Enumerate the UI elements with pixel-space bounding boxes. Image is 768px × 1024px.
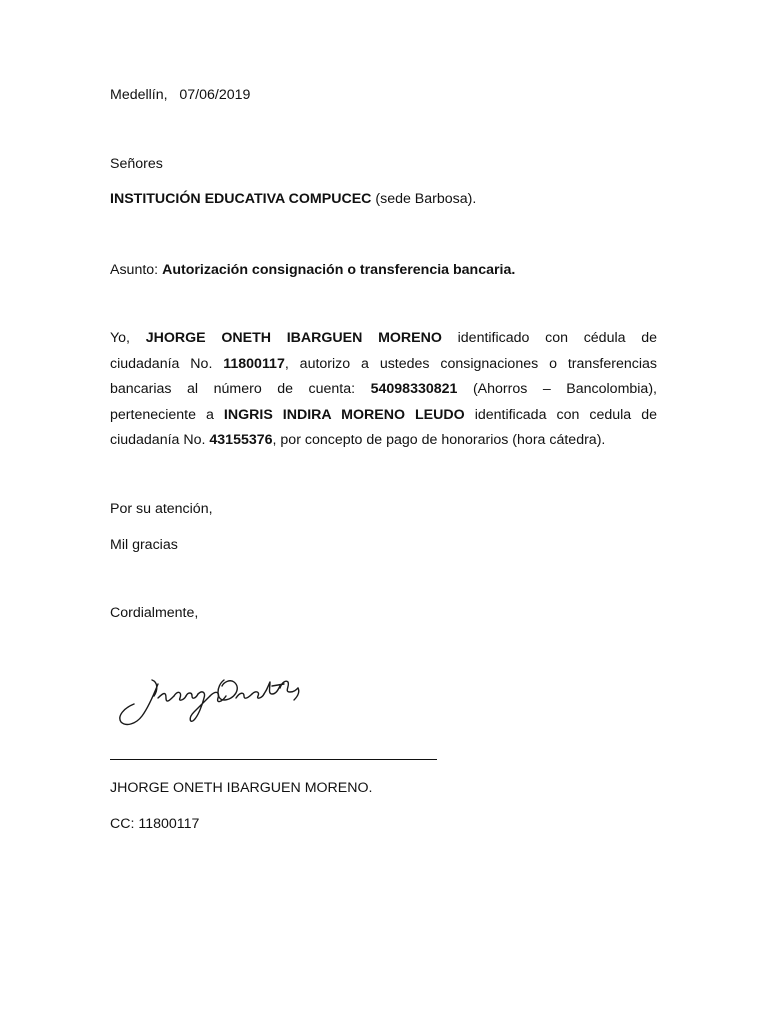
text-identified: identificado con cédula de	[457, 330, 657, 346]
paragraph-row	[110, 352, 657, 378]
date: 07/06/2019	[179, 87, 251, 103]
institution-branch: (sede Barbosa).	[375, 191, 477, 207]
signature-line	[110, 759, 437, 760]
institution-name: INSTITUCIÓN EDUCATIVA COMPUCEC	[110, 191, 372, 207]
closing-thanks: Mil gracias	[110, 537, 178, 553]
text-yo: Yo,	[110, 330, 130, 346]
text-account-type: (Ahorros – Bancolombia),	[472, 381, 657, 397]
text-authorize: , autorizo a ustedes consignaciones o transferencias	[284, 355, 657, 372]
signer-name: JHORGE ONETH IBARGUEN MORENO.	[110, 780, 373, 796]
text-account-label: bancarias al número de cuenta:	[110, 381, 356, 397]
text-belonging: perteneciente a	[110, 406, 214, 423]
paragraph-row	[110, 403, 657, 429]
account-number: 54098330821	[370, 381, 458, 397]
owner-id: 43155376	[209, 432, 273, 448]
account-owner: INGRIS INDIRA MORENO LEUDO	[223, 406, 465, 423]
subject-text: Autorización consignación o transferencia bancaria.	[162, 262, 516, 278]
text-citizenship: ciudadanía No.	[110, 355, 213, 372]
handwritten-signature	[112, 670, 312, 732]
paragraph-row	[110, 326, 657, 352]
paragraph-row	[110, 377, 657, 403]
text-identified-f: identificada con cedula de	[474, 406, 657, 423]
signer-id: CC: 11800117	[110, 816, 200, 832]
authorizer-id: 11800117	[223, 355, 285, 372]
city: Medellín,	[110, 87, 168, 103]
authorizer-name: JHORGE ONETH IBARGUEN MORENO	[145, 330, 442, 346]
salutation: Señores	[110, 156, 163, 172]
closing-regards: Cordialmente,	[110, 605, 199, 621]
paragraph-row	[110, 428, 657, 454]
text-concept: , por concepto de pago de honorarios (hora cátedra).	[272, 432, 606, 448]
text-citizenship-2: ciudadanía No.	[110, 432, 206, 448]
subject-line	[110, 262, 515, 279]
closing-attention: Por su atención,	[110, 501, 213, 517]
recipient-line	[110, 191, 476, 208]
authorization-paragraph	[110, 326, 657, 454]
place-date	[110, 87, 250, 104]
subject-label: Asunto:	[110, 262, 159, 278]
